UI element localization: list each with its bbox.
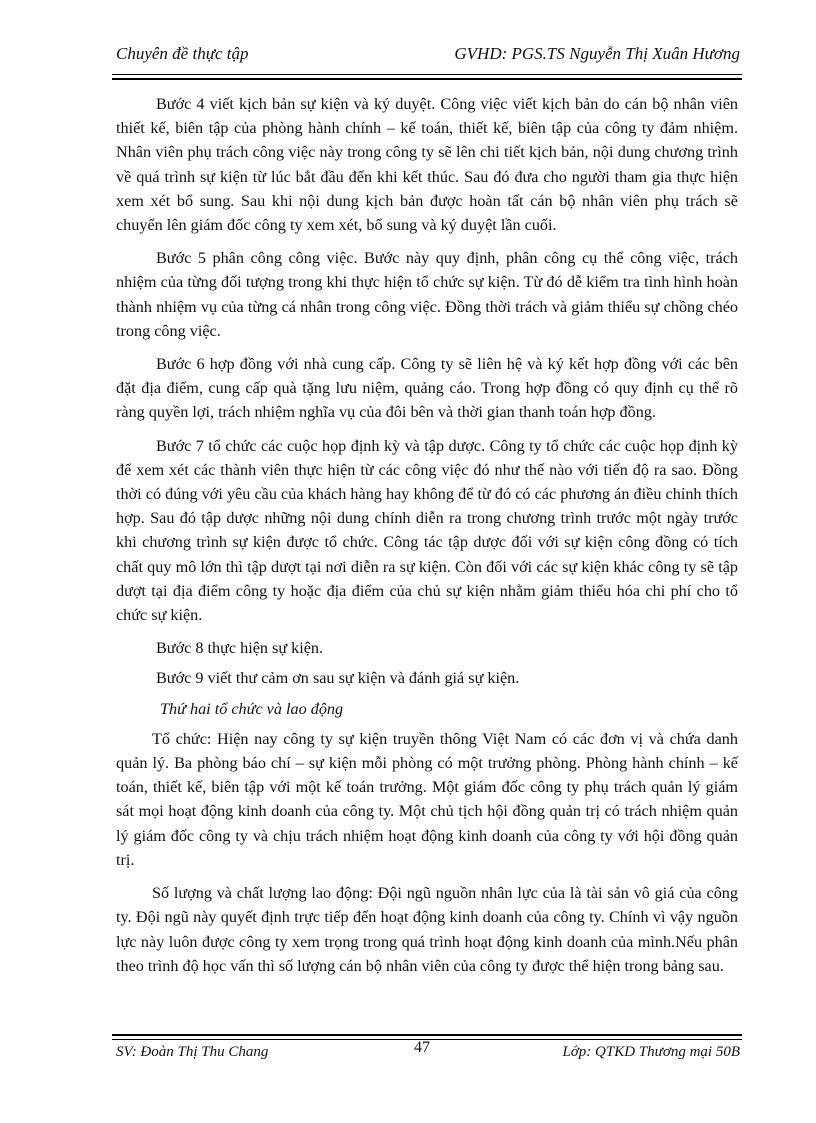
paragraph-step-5: Bước 5 phân công công việc. Bước này quy định, phân công cụ thể công việc, trách nhiệm của từng đối tượng trong khi thực hiện tổ chức sự kiện. Từ đó dễ kiểm tra tình hình hoàn thành nhiệm vụ của từng cá nhân trong công việc. Đồng thời trách và giảm thiểu sự chồng chéo trong công việc.: [116, 249, 738, 340]
header-left-text: Chuyên đề thực tập: [116, 44, 249, 63]
header-rule-thick: [112, 78, 742, 80]
header-right-text: GVHD: PGS.TS Nguyễn Thị Xuân Hương: [454, 44, 740, 63]
paragraph-step-7: Bước 7 tổ chức các cuộc họp định kỳ và tập dược. Công ty tổ chức các cuộc họp định kỳ để xem xét các thành viên thực hiện từ các công việc đó như thế nào với tiến độ ra sao. Đồng thời có đúng với yêu cầu của khách hàng hay không để từ đó có các phương án điều chỉnh thích hợp. Sau đó tập dược những nội dung chính diễn ra trong chương trình trước một ngày trước khi chương trình sự kiện được tổ chức. Công tác tập dược đối với sự kiện công đồng có tích chất quy mô lớn thì tập dượt tại nơi diễn ra sự kiện. Còn đối với các sự kiện khác công ty sẽ tập dượt tại địa điểm công ty hoặc địa điểm của chủ sự kiện nhằm giảm thiểu hóa chi phí cho tổ chức sự kiện.: [116, 436, 738, 625]
section-heading: Thứ hai tổ chức và lao động: [160, 699, 344, 718]
footer-class: Lớp: QTKD Thương mại 50B: [562, 1044, 740, 1060]
page-body: [116, 92, 738, 987]
header-rule-thin: [112, 74, 742, 75]
page-footer: [114, 1039, 740, 1072]
paragraph-organization: Tổ chức: Hiện nay công ty sự kiện truyền thông Việt Nam có các đơn vị và chứa danh quản lý. Ba phòng báo chí – sự kiện mỗi phòng có một trưởng phòng. Phòng hành chính – kế toán, thiết kế, biên tập với một kế toán trưởng. Một giám đốc công ty phụ trách quản lý giám sát mọi hoạt động kinh doanh của công ty. Một chủ tịch hội đồng quản trị có trách nhiệm quản lý giám đốc công ty và chịu trách nhiệm hoạt động kinh doanh của công ty với hội đồng quản trị.: [116, 729, 738, 869]
paragraph-step-6: Bước 6 hợp đồng với nhà cung cấp. Công ty sẽ liên hệ và ký kết hợp đồng với các bên đặt địa điểm, cung cấp quà tặng lưu niệm, quảng cáo. Trong hợp đồng có quy định cụ thể rõ ràng quyền lợi, trách nhiệm nghĩa vụ của đôi bên và thời gian thanh toán hợp đồng.: [116, 355, 738, 422]
page-header: [114, 42, 740, 82]
footer-student: SV: Đoàn Thị Thu Chang: [116, 1044, 269, 1060]
page-number: 47: [414, 1039, 430, 1056]
paragraph-step-9: Bước 9 viết thư cảm ơn sau sự kiện và đánh giá sự kiện.: [156, 669, 520, 688]
paragraph-step-4: Bước 4 viết kịch bản sự kiện và ký duyệt. Công việc viết kịch bản do cán bộ nhân viên thiết kế, biên tập của phòng hành chính – kế toán, thiết kế, biên tập của công ty đảm nhiệm. Nhân viên phụ trách công việc này trong công ty sẽ lên chi tiết kịch bản, nội dung chương trình về quá trình sự kiện từ lúc bắt đầu đến khi kết thúc. Sau đó đưa cho người tham gia thực hiện xem xét bổ sung. Sau khi nội dung kịch bản được hoàn tất cán bộ nhân viên phụ trách sẽ chuyển lên giám đốc công ty xem xét, bổ sung và ký duyệt lần cuối.: [116, 95, 738, 235]
footer-rule-thick: [112, 1034, 742, 1036]
paragraph-step-8: Bước 8 thực hiện sự kiện.: [156, 639, 324, 658]
paragraph-labor: Số lượng và chất lượng lao động: Đội ngũ nguồn nhân lực của là tài sản vô giá của công ty. Đội ngũ này quyết định trực tiếp đến hoạt động kinh doanh của công ty. Chính vì vậy nguồn lực này luôn được công ty xem trọng trong quá trình hoạt động kinh doanh của mình.Nếu phân theo trình độ học vấn thì số lượng cán bộ nhân viên của công ty được thể hiện trong bảng sau.: [116, 884, 738, 975]
